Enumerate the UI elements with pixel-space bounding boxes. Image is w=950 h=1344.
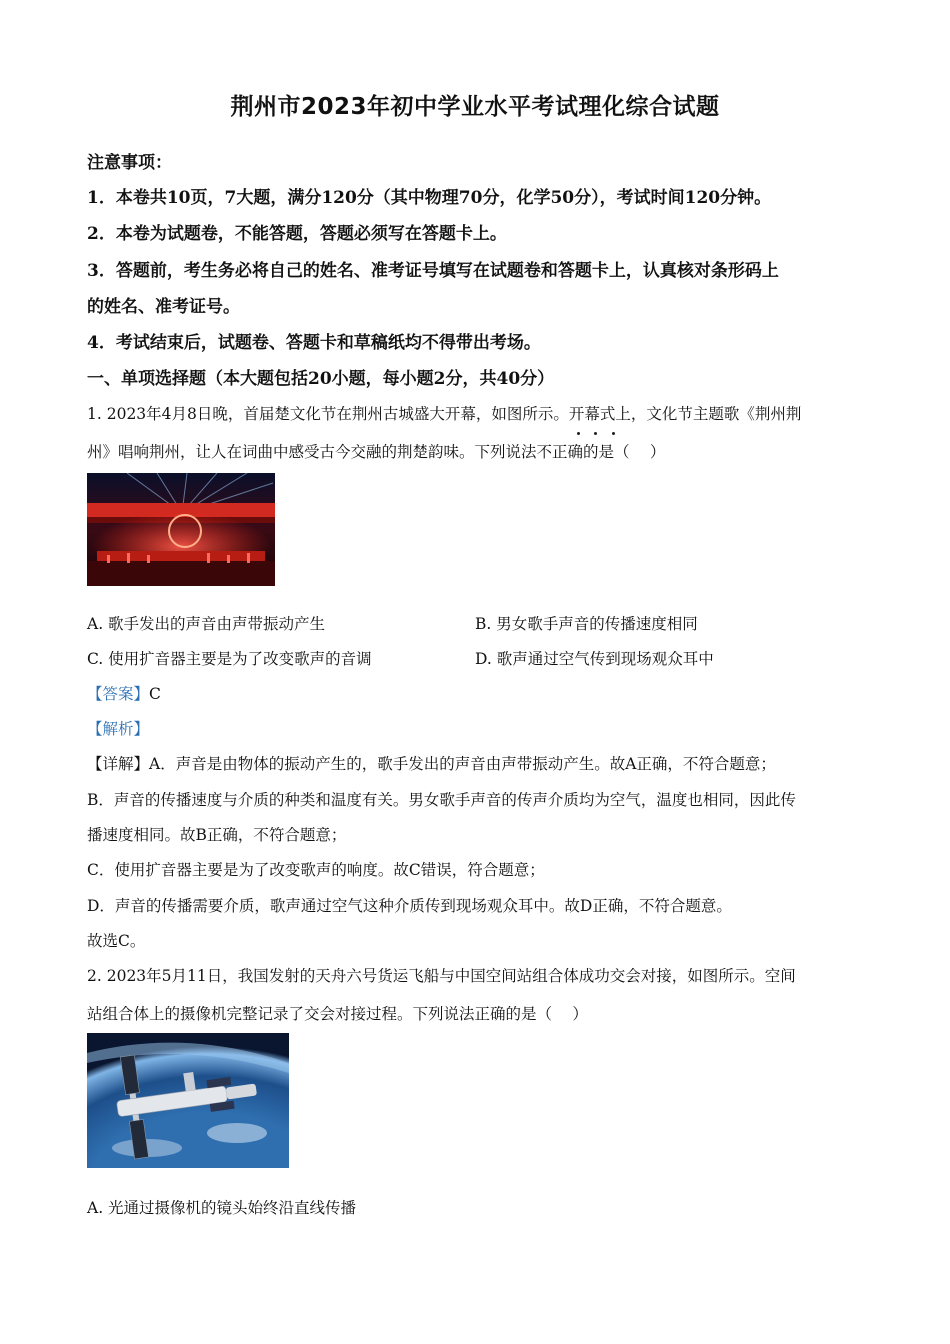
notice-item-1: 1．本卷共10页，7大题，满分120分（其中物理70分，化学50分），考试时间120分钟。 (87, 188, 772, 208)
q1-option-a: A. 歌手发出的声音由声带振动产生 (87, 615, 326, 633)
q2-stem-line2: 站组合体上的摄像机完整记录了交会对接过程。下列说法正确的是（ ） (87, 1005, 588, 1023)
q1-detail-line4: C．使用扩音器主要是为了改变歌声的响度。故C错误，符合题意； (87, 861, 545, 879)
q2-space-station-photo (87, 1033, 289, 1168)
section-heading: 一、单项选择题（本大题包括20小题，每小题2分，共40分） (87, 369, 555, 389)
notice-item-3: 3．答题前，考生务必将自己的姓名、准考证号填写在试题卷和答题卡上，认真核对条形码上 (87, 261, 779, 281)
notice-item-3-cont: 的姓名、准考证号。 (87, 297, 240, 317)
q1-detail-line2: B．声音的传播速度与介质的种类和温度有关。男女歌手声音的传声介质均为空气，温度也相同，因此传 (87, 791, 796, 809)
q1-stem-line2: 州》唱响荆州，让人在词曲中感受古今交融的荆楚韵味。下列说法不正确的是（ ） (87, 443, 666, 461)
answer-tag: 【答案】 (87, 685, 150, 703)
analysis-tag: 【解析】 (87, 720, 150, 738)
q1-detail-line3: 播速度相同。故B正确，不符合题意； (87, 826, 347, 844)
q1-stage-photo (87, 473, 275, 586)
q2-option-a: A. 光通过摄像机的镜头始终沿直线传播 (87, 1199, 357, 1217)
notice-item-2: 2．本卷为试题卷，不能答题，答题必须写在答题卡上。 (87, 224, 507, 244)
q1-option-d: D. 歌声通过空气传到现场观众耳中 (475, 650, 714, 668)
q1-detail-line6: 故选C。 (87, 932, 146, 950)
q1-option-c: C. 使用扩音器主要是为了改变歌声的音调 (87, 650, 372, 668)
q1-stem-line1: 1. 2023年4月8日晚，首届楚文化节在荆州古城盛大开幕，如图所示。开幕式上，文化节主题歌《荆州荆 (87, 405, 802, 423)
space-station-image (87, 1033, 289, 1168)
notice-heading: 注意事项： (87, 153, 172, 173)
answer-value: C (149, 685, 161, 703)
exam-title: 荆州市2023年初中学业水平考试理化综合试题 (230, 94, 720, 120)
q1-detail-line5: D．声音的传播需要介质，歌声通过空气这种介质传到现场观众耳中。故D正确，不符合题意。 (87, 897, 732, 915)
notice-item-4: 4．考试结束后，试题卷、答题卡和草稿纸均不得带出考场。 (87, 333, 541, 353)
q1-option-b: B. 男女歌手声音的传播速度相同 (475, 615, 698, 633)
emphasis-dots (575, 432, 623, 438)
q1-detail-line1: 【详解】A．声音是由物体的振动产生的，歌手发出的声音由声带振动产生。故A正确，不符合题意； (87, 755, 776, 773)
stage-performance-image (87, 473, 275, 586)
q2-stem-line1: 2. 2023年5月11日，我国发射的天舟六号货运飞船与中国空间站组合体成功交会对接，如图所示。空间 (87, 967, 796, 985)
q1-answer (87, 682, 161, 704)
